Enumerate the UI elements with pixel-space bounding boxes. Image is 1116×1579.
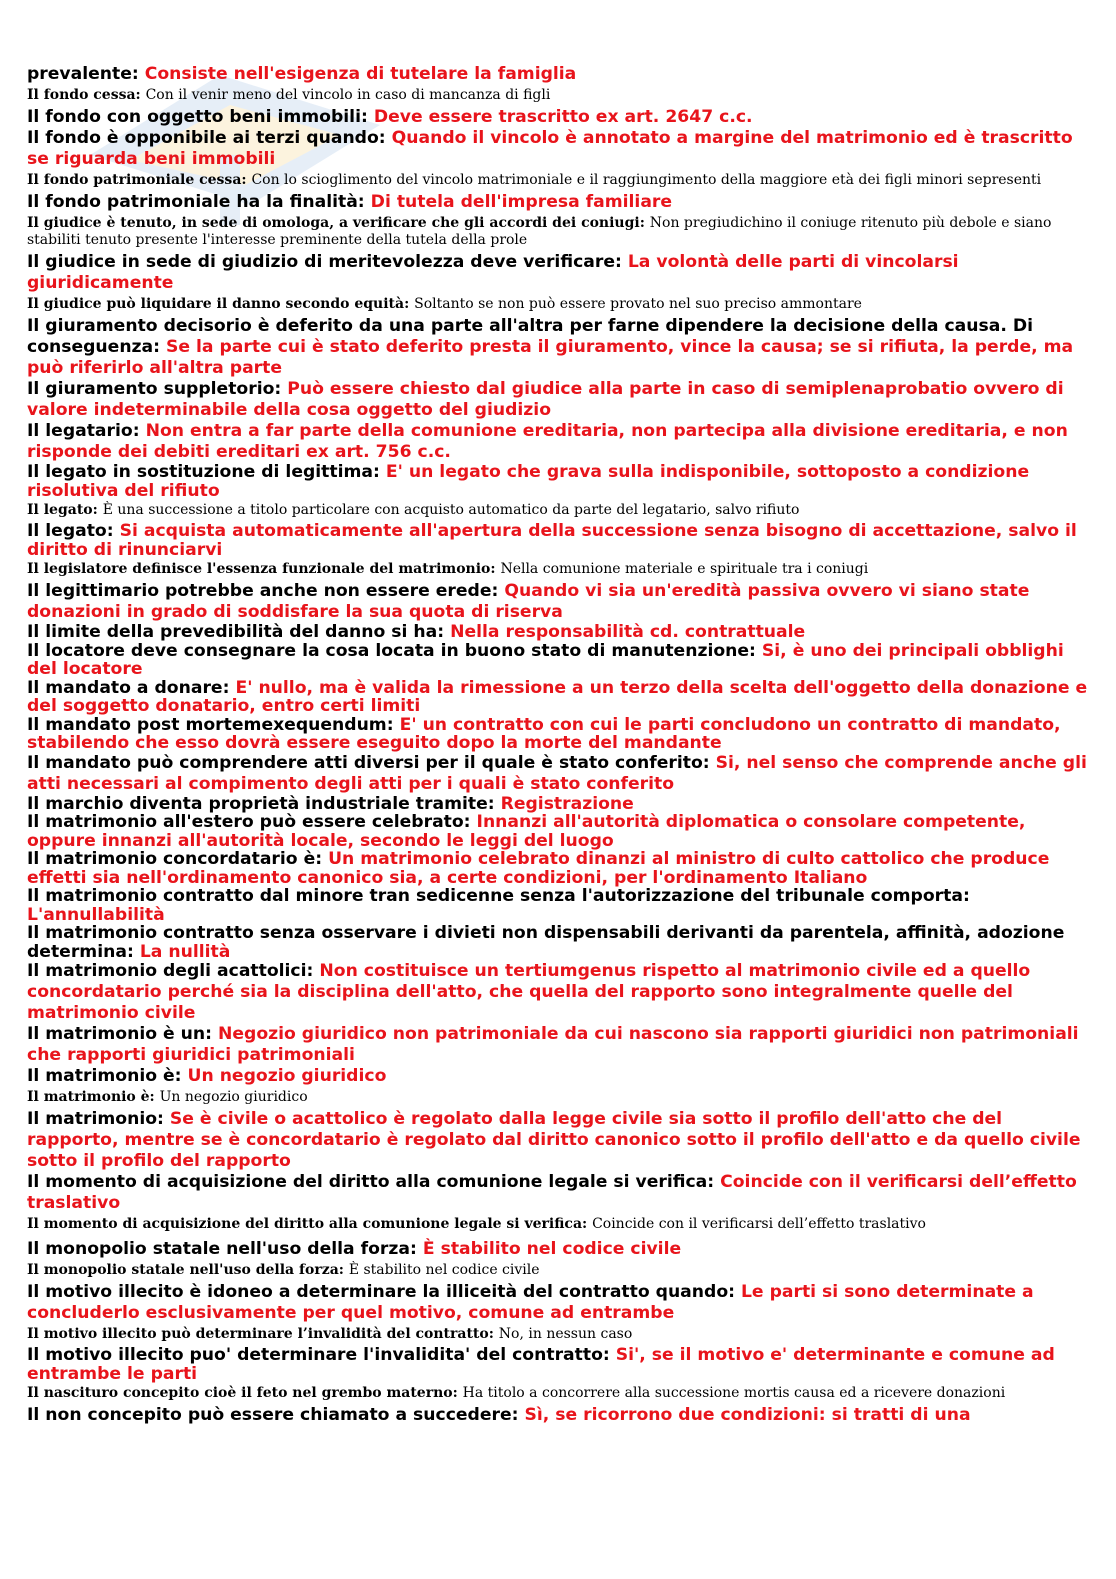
question-text: Il legato: <box>27 521 120 541</box>
question-text: Il giuramento suppletorio: <box>27 379 288 399</box>
question-text: Il legatario: <box>27 421 146 441</box>
answer-text: Innanzi all'autorità diplomatica o consolare competente, oppure innanzi all'autorità locale, secondo le leggi del luogo <box>27 812 1026 851</box>
question-text: Il marchio diventa proprietà industriale tramite: <box>27 793 501 814</box>
answer-text: Deve essere trascritto ex art. 2647 c.c. <box>373 107 753 127</box>
answer-text: Non entra a far parte della comunione ereditaria, non partecipa alla divisione ereditaria, e non risponde dei debiti ereditari ex art. 756 c.c. <box>27 421 1068 462</box>
question-text: Il limite della prevedibilità del danno si ha: <box>27 622 451 642</box>
answer-text: E' un contratto con cui le parti concludono un contratto di mandato, stabilendo che esso dovrà essere eseguito dopo la morte del mandante <box>27 714 1061 753</box>
question-text: Il fondo cessa: <box>27 87 146 103</box>
question-text: Il monopolio statale nell'uso della forza: <box>27 1239 423 1259</box>
question-text: Il fondo con oggetto beni immobili: <box>27 107 374 127</box>
answer-text: Con il venir meno del vincolo in caso di mancanza di figli <box>145 87 551 103</box>
answer-text: Si, è uno dei principali obblighi del locatore <box>27 640 1064 679</box>
answer-text: No, in nessun caso <box>498 1326 633 1342</box>
answer-text: Coincide con il verificarsi dell’effetto traslativo <box>27 1172 1077 1213</box>
answer-text: Un matrimonio celebrato dinanzi al ministro di culto cattolico che produce effetti sia nell'ordinamento canonico sia, a certe condizioni, per l'ordinamento Italiano <box>27 849 1050 888</box>
qa-entry <box>27 850 1097 887</box>
answer-text: E' nullo, ma è valida la rimessione a un terzo della scelta dell'oggetto della donazione e del soggetto donatario, entro certi limiti <box>27 677 1088 716</box>
qa-entry <box>27 642 1097 679</box>
answer-text: Soltanto se non può essere provato nel suo preciso ammontare <box>414 296 862 312</box>
qa-entry <box>27 421 1097 463</box>
question-text: Il legato in sostituzione di legittima: <box>27 462 386 482</box>
question-text: Il legato: <box>27 502 103 518</box>
question-text: Il fondo patrimoniale cessa: <box>27 172 252 188</box>
question-text: Il motivo illecito è idoneo a determinare la illiceità del contratto quando: <box>27 1282 741 1302</box>
question-text: Il mandato a donare: <box>27 677 236 698</box>
answer-text: E' un legato che grava sulla indisponibile, sottoposto a condizione risolutiva del rifiuto <box>27 462 1030 501</box>
qa-entry <box>27 1385 1097 1402</box>
question-text: Il motivo illecito puo' determinare l'invalidita' del contratto: <box>27 1345 616 1365</box>
question-text: Il giudice in sede di giudizio di meritevolezza deve verificare: <box>27 252 628 272</box>
answer-text: La volontà delle parti di vincolarsi giuridicamente <box>27 252 959 293</box>
question-text: Il momento di acquisizione del diritto alla comunione legale si verifica: <box>27 1216 593 1232</box>
qa-entry <box>27 215 1097 249</box>
answer-text: Nella comunione materiale e spirituale tra i coniugi <box>500 561 869 577</box>
qa-entry <box>27 1216 1097 1233</box>
qa-entry <box>27 379 1097 421</box>
question-text: Il locatore deve consegnare la cosa locata in buono stato di manutenzione: <box>27 640 762 661</box>
answer-text: Sì, se ricorrono due condizioni: si tratti di una <box>524 1405 971 1425</box>
answer-text: Consiste nell'esigenza di tutelare la famiglia <box>144 64 577 84</box>
question-text: Il fondo è opponibile ai terzi quando: <box>27 128 392 148</box>
answer-text: L'annullabilità <box>27 904 165 925</box>
answer-text: Nella responsabilità cd. contrattuale <box>450 622 806 642</box>
answer-text: Un negozio giuridico <box>159 1089 308 1105</box>
question-text: Il matrimonio contratto senza osservare i divieti non dispensabili derivanti da parentela, affinità, adozione determina: <box>27 923 1065 962</box>
answer-text: Un negozio giuridico <box>187 1066 387 1086</box>
question-text: Il nascituro concepito cioè il feto nel grembo materno: <box>27 1385 463 1401</box>
answer-text: Può essere chiesto dal giudice alla parte in caso di semiplenaprobatio ovvero di valore indeterminabile della cosa oggetto del giudizio <box>27 379 1064 420</box>
qa-entry <box>27 1024 1097 1066</box>
question-text: Il motivo illecito può determinare l’invalidità del contratto: <box>27 1326 499 1342</box>
question-text: Il matrimonio concordatario è: <box>27 849 329 869</box>
qa-entry <box>27 1109 1097 1172</box>
answer-text: Si acquista automaticamente all'apertura della successione senza bisogno di accettazione, salvo il diritto di rinunciarvi <box>27 521 1077 560</box>
answer-text: È una successione a titolo particolare con acquisto automatico da parte del legatario, salvo rifiuto <box>102 502 800 518</box>
qa-entry <box>27 192 1097 213</box>
qa-entry <box>27 128 1097 170</box>
qa-entry <box>27 1089 1097 1106</box>
qa-entry <box>27 522 1097 559</box>
qa-entry <box>27 561 1097 578</box>
question-text: Il legislatore definisce l'essenza funzionale del matrimonio: <box>27 561 501 577</box>
qa-entry <box>27 924 1097 961</box>
question-text: Il matrimonio contratto dal minore tran sedicenne senza l'autorizzazione del tribunale comporta: <box>27 886 970 906</box>
question-text: Il matrimonio all'estero può essere celebrato: <box>27 812 477 832</box>
question-text: Il non concepito può essere chiamato a succedere: <box>27 1405 525 1425</box>
qa-entry <box>27 716 1097 753</box>
answer-text: È stabilito nel codice civile <box>348 1262 540 1278</box>
question-text: prevalente: <box>27 64 145 84</box>
answer-text: Di tutela dell'impresa familiare <box>370 192 673 212</box>
qa-entry <box>27 1066 1097 1087</box>
question-text: Il matrimonio: <box>27 1109 170 1129</box>
qa-entry <box>27 1239 1097 1260</box>
answer-text: Negozio giuridico non patrimoniale da cui nascono sia rapporti giuridici non patrimoniali che rapporti giuridici patrimoniali <box>27 1024 1079 1065</box>
qa-entry <box>27 813 1097 850</box>
qa-entry <box>27 107 1097 128</box>
qa-entry <box>27 679 1097 716</box>
question-text: Il monopolio statale nell'uso della forza: <box>27 1262 349 1278</box>
document-body <box>27 64 1097 1426</box>
question-text: Il momento di acquisizione del diritto alla comunione legale si verifica: <box>27 1172 721 1192</box>
answer-text: Quando vi sia un'eredità passiva ovvero vi siano state donazioni in grado di soddisfare la sua quota di riserva <box>27 581 1030 622</box>
qa-entry <box>27 1262 1097 1279</box>
qa-entry <box>27 64 1097 85</box>
question-text: Il matrimonio è un: <box>27 1024 218 1044</box>
answer-text: Si', se il motivo e' determinante e comune ad entrambe le parti <box>27 1345 1055 1384</box>
answer-text: Le parti si sono determinate a concluderlo esclusivamente per quel motivo, comune ad entrambe <box>27 1282 1034 1323</box>
qa-entry <box>27 753 1097 795</box>
question-text: Il giuramento decisorio è deferito da una parte all'altra per farne dipendere la decisione della causa. Di conseguenza: <box>27 316 1033 357</box>
qa-entry <box>27 581 1097 623</box>
qa-entry <box>27 87 1097 104</box>
question-text: Il mandato può comprendere atti diversi per il quale è stato conferito: <box>27 752 716 773</box>
answer-text: Si, nel senso che comprende anche gli atti necessari al compimento degli atti per i quali è stato conferito <box>27 752 1087 794</box>
question-text: Il matrimonio è: <box>27 1066 188 1086</box>
qa-entry <box>27 1405 1097 1426</box>
qa-entry <box>27 172 1097 189</box>
answer-text: Non pregiudichino il coniuge ritenuto più debole e siano stabiliti tenuto presente l'interesse preminente della tutela della prole <box>27 215 1052 248</box>
qa-entry <box>27 1346 1097 1383</box>
qa-entry <box>27 1326 1097 1343</box>
answer-text: Registrazione <box>500 793 634 814</box>
answer-text: Se è civile o acattolico è regolato dalla legge civile sia sotto il profilo dell'atto che del rapporto, mentre se è concordatario è regolato dal diritto canonico sotto il profilo dell'atto e da quello civile sotto il profilo del rapporto <box>27 1109 1081 1171</box>
question-text: Il mandato post mortemexequendum: <box>27 714 400 735</box>
question-text: Il legittimario potrebbe anche non essere erede: <box>27 581 505 601</box>
question-text: Il giudice può liquidare il danno secondo equità: <box>27 296 415 312</box>
qa-entry <box>27 623 1097 642</box>
question-text: Il giudice è tenuto, in sede di omologa, a verificare che gli accordi dei coniugi: <box>27 215 650 231</box>
question-text: Il fondo patrimoniale ha la finalità: <box>27 192 371 212</box>
qa-entry <box>27 795 1097 814</box>
answer-text: Con lo scioglimento del vincolo matrimoniale e il raggiungimento della maggiore età dei figli minori sepresenti <box>251 172 1042 188</box>
qa-entry <box>27 502 1097 519</box>
answer-text: Quando il vincolo è annotato a margine del matrimonio ed è trascritto se riguarda beni immobili <box>27 128 1073 169</box>
question-text: Il matrimonio degli acattolici: <box>27 961 320 981</box>
qa-entry <box>27 961 1097 1024</box>
answer-text: Ha titolo a concorrere alla successione mortis causa ed a ricevere donazioni <box>462 1385 1006 1401</box>
answer-text: La nullità <box>139 941 231 962</box>
qa-entry <box>27 1172 1097 1214</box>
answer-text: È stabilito nel codice civile <box>422 1239 682 1259</box>
qa-entry <box>27 463 1097 500</box>
answer-text: Non costituisce un tertiumgenus rispetto al matrimonio civile ed a quello concordatario perché sia la disciplina dell'atto, che quella del rapporto sono integralmente quelle del matrimonio civile <box>27 961 1031 1023</box>
qa-entry <box>27 1282 1097 1324</box>
qa-entry <box>27 887 1097 924</box>
question-text: Il matrimonio è: <box>27 1089 160 1105</box>
answer-text: Coincide con il verificarsi dell’effetto traslativo <box>592 1216 926 1232</box>
qa-entry <box>27 296 1097 313</box>
qa-entry <box>27 316 1097 379</box>
answer-text: Se la parte cui è stato deferito presta il giuramento, vince la causa; se si rifiuta, la perde, ma può riferirlo all'altra parte <box>27 337 1074 378</box>
qa-entry <box>27 252 1097 294</box>
